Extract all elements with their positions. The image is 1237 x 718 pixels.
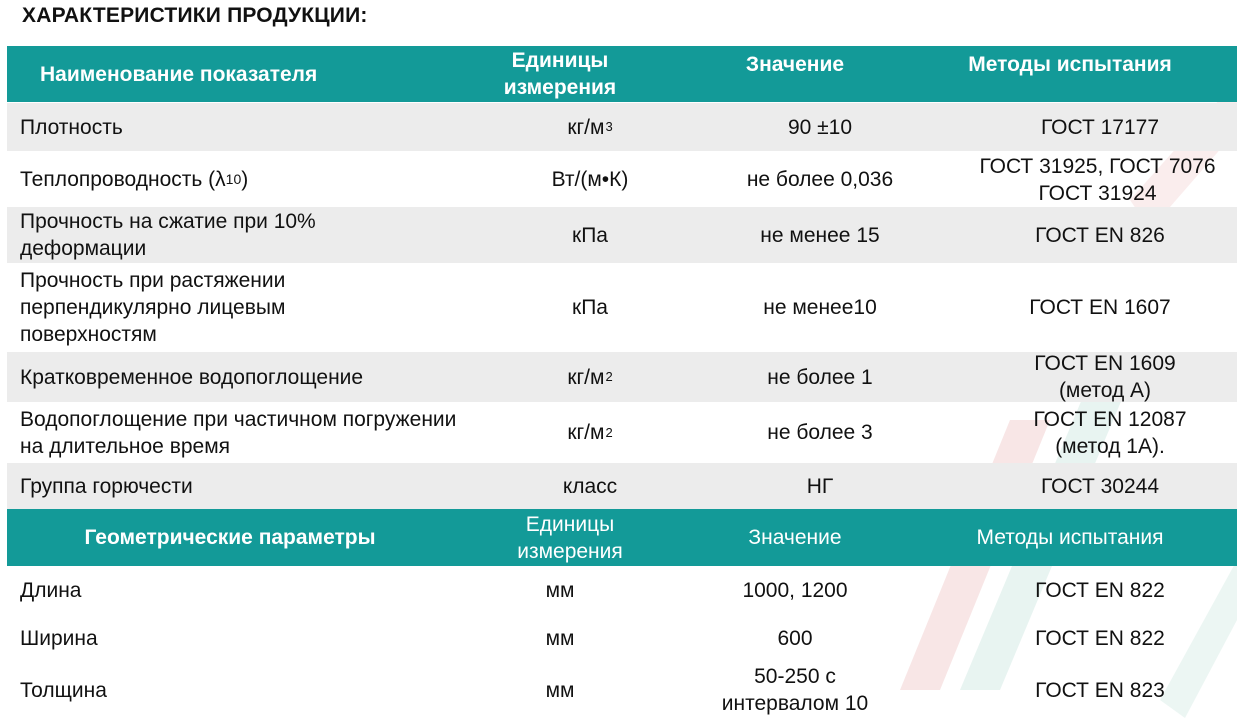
geo-header-unit: Единицы измерения [517, 512, 623, 563]
table-row-unit: Вт/(м•К) [551, 168, 629, 191]
geo-row-unit: мм [545, 678, 575, 702]
geo-header-value: Значение [748, 526, 842, 549]
geo-row-value: 600 [777, 626, 813, 650]
table-row-unit: класс [562, 474, 618, 498]
table-row-value: не более 0,036 [746, 168, 894, 191]
table-row-name: Прочность на сжатие при 10% деформации [20, 210, 316, 260]
geo-row-value: 50-250 с интервалом 10 [721, 665, 869, 715]
table-row-name: Плотность [20, 115, 123, 139]
table-row-unit: кг/м 2 [567, 365, 613, 389]
table-row-method: ГОСТ 17177 [1040, 115, 1160, 139]
geo-row-unit: мм [545, 626, 575, 650]
geo-row-name: Ширина [20, 626, 98, 650]
table-row-unit: кг/м 3 [567, 115, 613, 139]
header-name: Наименование показателя [40, 62, 318, 86]
geo-row-name: Длина [20, 578, 82, 602]
table-row-method: ГОСТ EN 1609 (метод А) [1034, 352, 1176, 402]
table-row-name: Кратковременное водопоглощение [20, 365, 364, 389]
table-row-name: Группа горючести [20, 474, 193, 498]
table-row-unit: кг/м 2 [567, 421, 613, 444]
table-row-method: ГОСТ 31925, ГОСТ 7076 ГОСТ 31924 [979, 154, 1216, 205]
geo-row-method: ГОСТ EN 822 [1035, 626, 1165, 650]
table-row-name: Теплопроводность (λ 10 ) [20, 168, 249, 191]
table-row-value: не более 1 [767, 365, 873, 389]
table-row-value: не менее10 [763, 296, 877, 319]
table-row-name: Водопоглощение при частичном погружении на длительное время [20, 407, 457, 458]
table-row-method: ГОСТ EN 826 [1035, 223, 1165, 247]
table-row-unit: кПа [572, 296, 608, 319]
table-row-method: ГОСТ 30244 [1040, 474, 1160, 498]
table-row-value: не более 3 [767, 421, 873, 444]
geo-row-unit: мм [545, 578, 575, 602]
table-row-value: НГ [806, 474, 834, 498]
geo-header-name: Геометрические параметры [84, 526, 376, 549]
page-title: ХАРАКТЕРИСТИКИ ПРОДУКЦИИ: [22, 4, 368, 27]
table-row-value: не менее 15 [760, 223, 880, 247]
geo-header-method: Методы испытания [976, 526, 1164, 549]
header-unit: Единицы измерения [503, 49, 617, 99]
table-row-method: ГОСТ EN 1607 [1029, 296, 1171, 319]
geo-row-value: 1000, 1200 [742, 578, 848, 602]
geo-row-method: ГОСТ EN 822 [1035, 578, 1165, 602]
table-row-name: Прочность при растяжении перпендикулярно лицевым поверхностям [20, 269, 286, 346]
geo-row-method: ГОСТ EN 823 [1035, 678, 1165, 702]
geo-row-name: Толщина [20, 678, 107, 702]
table-row-value: 90 ±10 [787, 115, 853, 139]
table-row-unit: кПа [572, 223, 608, 247]
header-value: Значение [745, 52, 845, 76]
table-row-method: ГОСТ EN 12087 (метод 1А). [1033, 407, 1187, 458]
header-method: Методы испытания [968, 52, 1172, 76]
